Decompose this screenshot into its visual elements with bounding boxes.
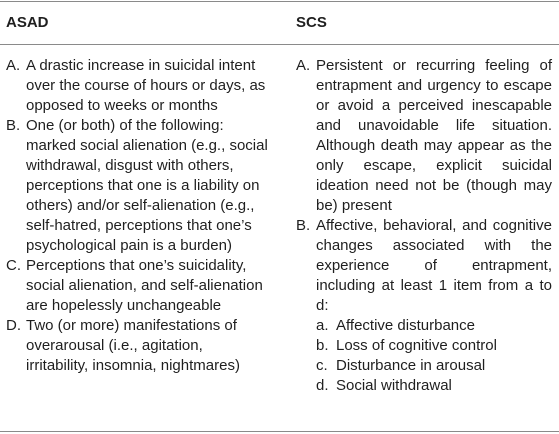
scs-column xyxy=(296,56,552,396)
header-scs: SCS xyxy=(296,14,327,31)
subitem-marker: c. xyxy=(316,357,328,374)
criterion-marker: D. xyxy=(6,317,21,334)
scs-subitem-b xyxy=(316,336,552,356)
subitem-marker: a. xyxy=(316,317,329,334)
subitem-text: Loss of cognitive control xyxy=(336,337,497,354)
criterion-text: A drastic increase in suicidal intent over the course of hours or days, as opposed to weeks or months xyxy=(26,57,266,114)
scs-subitem-a xyxy=(316,316,552,336)
header-asad: ASAD xyxy=(6,14,49,31)
asad-criterion-c xyxy=(6,256,268,316)
criterion-text: Perceptions that one’s suicidality, social alienation, and self-alienation are hopelessly unchangeable xyxy=(26,257,263,314)
scs-subitem-d xyxy=(316,376,552,396)
subitem-text: Affective disturbance xyxy=(336,317,475,334)
header-rule xyxy=(0,44,559,45)
criterion-marker: A. xyxy=(6,57,21,74)
criterion-marker: C. xyxy=(6,257,21,274)
criterion-marker: B. xyxy=(6,117,21,134)
criterion-marker: B. xyxy=(296,217,311,234)
subitem-marker: b. xyxy=(316,337,329,354)
subitem-marker: d. xyxy=(316,377,329,394)
bottom-rule xyxy=(0,431,559,432)
subitem-text: Disturbance in arousal xyxy=(336,357,486,374)
criterion-text: Persistent or recurring feeling of entrapment and urgency to escape or avoid a perceived inescapable and unavoidable life situation. Although death may appear as the only escape, explicit suicidal ideation need not be (though may be) present xyxy=(316,57,552,214)
asad-column xyxy=(6,56,268,376)
criterion-text: Affective, behavioral, and cognitive changes associated with the experience of entrapment, including at least 1 item from a to d: xyxy=(316,217,552,314)
criterion-text: One (or both) of the following: marked social alienation (e.g., social withdrawal, disgust with others, perceptions that one is a liability on others) and/or self-alienation (e.g., self-hatred, perceptions that one’s psychological pain is a burden) xyxy=(26,117,268,254)
scs-subitem-c xyxy=(316,356,552,376)
top-rule xyxy=(0,1,559,2)
criterion-text: Two (or more) manifestations of overarousal (i.e., agitation, irritability, insomnia, nightmares) xyxy=(26,317,240,374)
scs-criterion-a xyxy=(296,56,552,216)
scs-criterion-b xyxy=(296,216,552,316)
asad-criterion-d xyxy=(6,316,268,376)
asad-criterion-b xyxy=(6,116,268,256)
criterion-marker: A. xyxy=(296,57,311,74)
subitem-text: Social withdrawal xyxy=(336,377,452,394)
asad-criterion-a xyxy=(6,56,268,116)
